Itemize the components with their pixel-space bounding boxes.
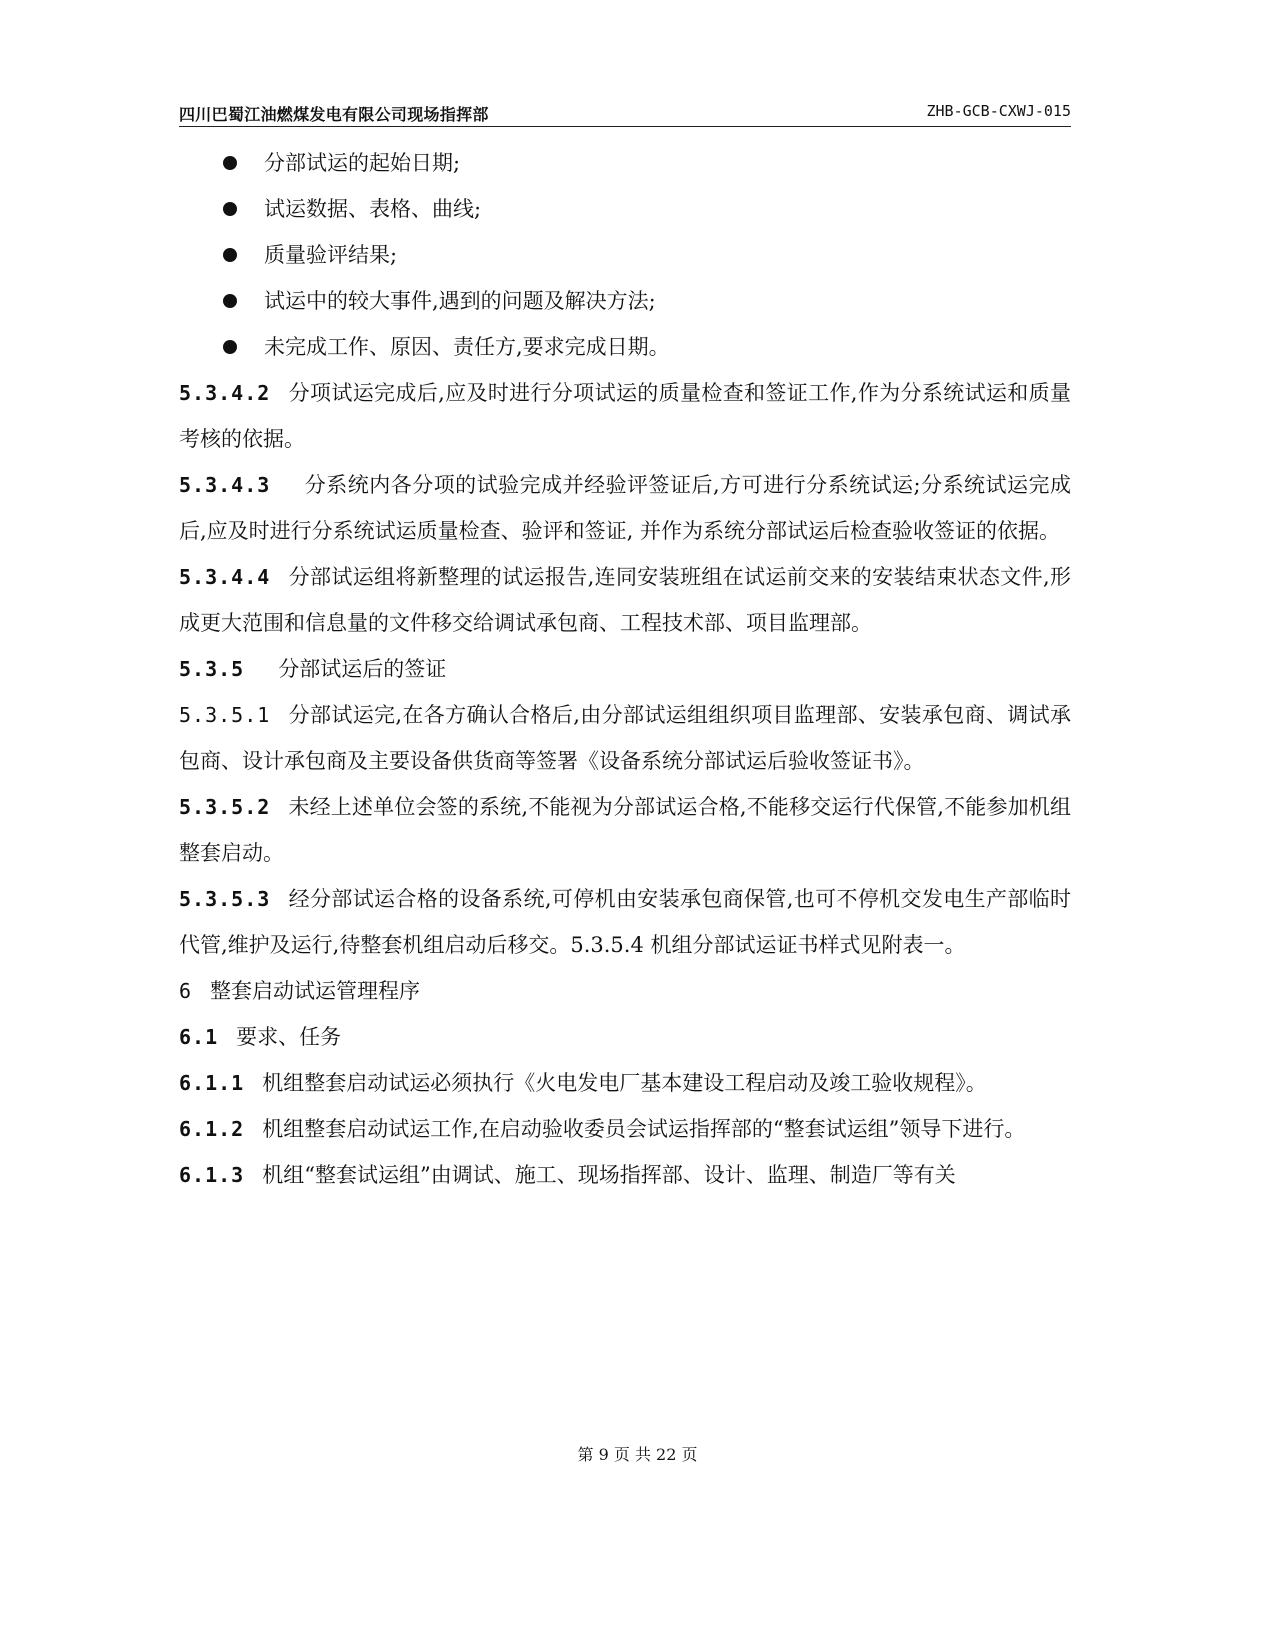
- section-number: 5.3.4.3: [179, 473, 271, 497]
- section-text: 机组整套启动试运必须执行《火电发电厂基本建设工程启动及竣工验收规程》。: [262, 1071, 987, 1095]
- section-text: 分系统内各分项的试验完成并经验评签证后,方可进行分系统试运;分系统试运完成后,应及时进行分系统试运质量检查、验评和签证, 并作为系统分部试运后检查验收签证的依据。: [179, 473, 1071, 543]
- section-5-3-5-1: [179, 692, 1071, 784]
- section-text: 机组“整套试运组”由调试、施工、现场指挥部、设计、监理、制造厂等有关: [262, 1163, 956, 1187]
- section-text: 要求、任务: [236, 1025, 342, 1049]
- section-number: 5.3.4.2: [179, 381, 271, 405]
- page-number: 第 9 页 共 22 页: [577, 1445, 698, 1464]
- section-text: 分项试运完成后,应及时进行分项试运的质量检查和签证工作,作为分系统试运和质量考核的依据。: [179, 381, 1071, 451]
- section-number: 5.3.5.2: [179, 795, 271, 819]
- section-number: 6.1: [179, 1025, 219, 1049]
- section-number: 5.3.4.4: [179, 565, 271, 589]
- list-item: 试运数据、表格、曲线;: [179, 186, 1071, 232]
- bullet-icon: [223, 156, 237, 170]
- section-text: 分部试运组将新整理的试运报告,连同安装班组在试运前交来的安装结束状态文件,形成更大范围和信息量的文件移交给调试承包商、工程技术部、项目监理部。: [179, 565, 1071, 635]
- section-6-1-3: [179, 1152, 1071, 1198]
- bullet-list: [179, 140, 1071, 370]
- list-item: 分部试运的起始日期;: [179, 140, 1071, 186]
- page-header: [179, 98, 1071, 127]
- section-number: 6.1.2: [179, 1117, 245, 1141]
- section-text: 分部试运完,在各方确认合格后,由分部试运组组织项目监理部、安装承包商、调试承包商、设计承包商及主要设备供货商等签署《设备系统分部试运后验收签证书》。: [179, 703, 1071, 773]
- bullet-icon: [223, 294, 237, 308]
- section-text: 机组整套启动试运工作,在启动验收委员会试运指挥部的“整套试运组”领导下进行。: [262, 1117, 1026, 1141]
- header-company: 四川巴蜀江油燃煤发电有限公司现场指挥部: [179, 105, 489, 124]
- section-5-3-4-4: [179, 554, 1071, 646]
- section-6-1-2: [179, 1106, 1071, 1152]
- section-number: 6.1.1: [179, 1071, 245, 1095]
- bullet-icon: [223, 248, 237, 262]
- section-5-3-4-3: [179, 462, 1071, 554]
- bullet-icon: [223, 202, 237, 216]
- section-number: 5.3.5.1: [179, 703, 271, 727]
- section-number: 5.3.5.3: [179, 887, 271, 911]
- section-6-1-1: [179, 1060, 1071, 1106]
- section-text: 整套启动试运管理程序: [210, 979, 421, 1003]
- section-text: 经分部试运合格的设备系统,可停机由安装承包商保管,也可不停机交发电生产部临时代管,维护及运行,待整套机组启动后移交。5.3.5.4 机组分部试运证书样式见附表一。: [179, 887, 1071, 957]
- list-item: 试运中的较大事件,遇到的问题及解决方法;: [179, 278, 1071, 324]
- header-doc-code: ZHB-GCB-CXWJ-015: [926, 102, 1071, 120]
- section-number: 6: [179, 979, 193, 1003]
- bullet-icon: [223, 340, 237, 354]
- section-text: 分部试运后的签证: [278, 657, 447, 681]
- document-body: [179, 140, 1071, 1198]
- section-number: 5.3.5: [179, 657, 245, 681]
- section-5-3-5-3: [179, 876, 1071, 968]
- list-item: 质量验评结果;: [179, 232, 1071, 278]
- section-5-3-5-2: [179, 784, 1071, 876]
- section-6: [179, 968, 1071, 1014]
- section-5-3-5: [179, 646, 1071, 692]
- section-text: 未经上述单位会签的系统,不能视为分部试运合格,不能移交运行代保管,不能参加机组整套启动。: [179, 795, 1071, 865]
- section-6-1: [179, 1014, 1071, 1060]
- list-item: 未完成工作、原因、责任方,要求完成日期。: [179, 324, 1071, 370]
- section-number: 6.1.3: [179, 1163, 245, 1187]
- section-5-3-4-2: [179, 370, 1071, 462]
